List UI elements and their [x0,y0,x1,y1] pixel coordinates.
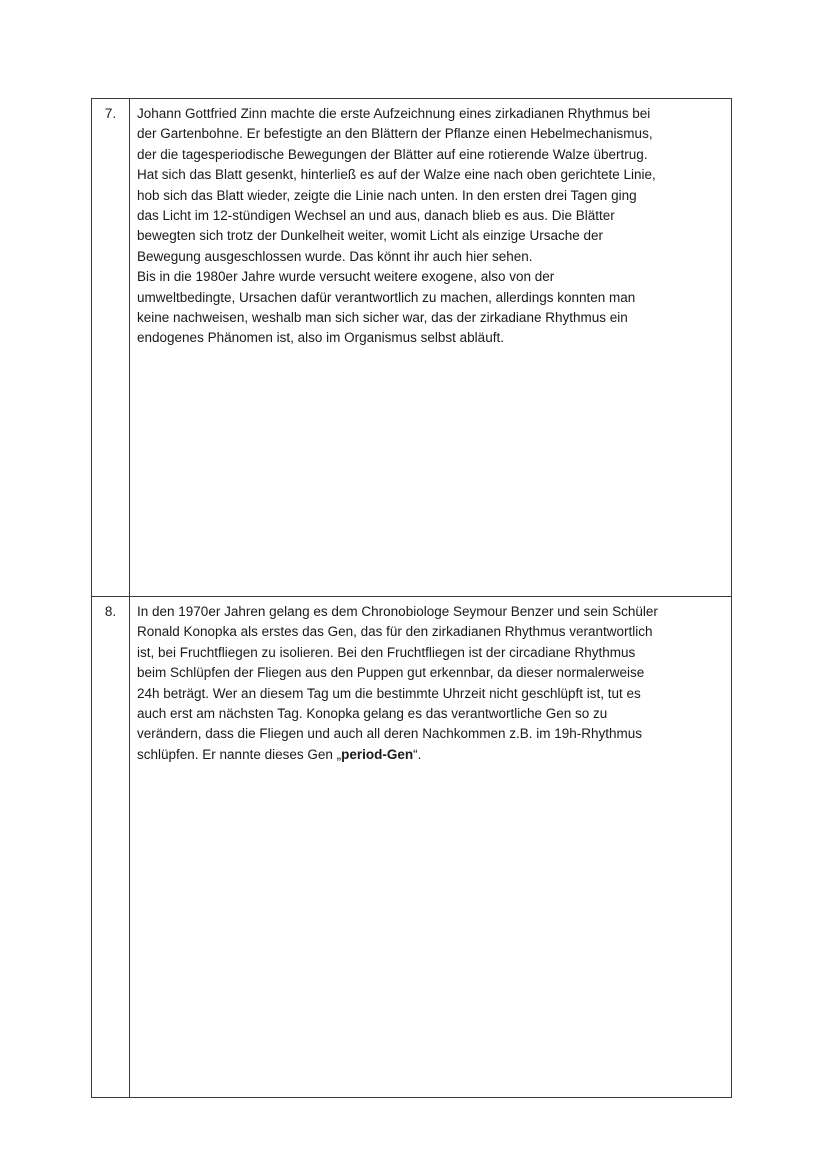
text-line: 24h beträgt. Wer an diesem Tag um die bestimmte Uhrzeit nicht geschlüpft ist, tut es [137,685,641,701]
text-line: Bewegung ausgeschlossen wurde. Das könnt ihr auch hier sehen. [137,248,533,264]
text-line: hob sich das Blatt wieder, zeigte die Linie nach unten. In den ersten drei Tagen ging [137,187,637,203]
row-number-cell [92,597,130,1098]
paragraph [137,104,725,267]
row-text-cell [130,99,732,597]
table-row [92,597,732,1098]
text-line: der die tagesperiodische Bewegungen der Blätter auf eine rotierende Walze übertrug. [137,146,648,162]
row-number-cell [92,99,130,597]
text-line: verändern, dass die Fliegen und auch all deren Nachkommen z.B. im 19h-Rhythmus [137,726,643,742]
text-line: endogenes Phänomen ist, also im Organismus selbst abläuft. [137,330,504,346]
paragraph [137,602,725,765]
text-line: bewegten sich trotz der Dunkelheit weiter, womit Licht als einzige Ursache der [137,228,603,244]
text-line: In den 1970er Jahren gelang es dem Chronobiologe Seymour Benzer und sein Schüler [137,604,658,619]
text-line: das Licht im 12-stündigen Wechsel an und aus, danach blieb es aus. Die Blätter [137,208,615,224]
paragraph [137,267,725,349]
text-fragment: schlüpfen. Er nannte dieses Gen „ [137,746,342,762]
text-line: Johann Gottfried Zinn machte die erste Aufzeichnung eines zirkadianen Rhythmus bei [137,106,651,121]
table-row [92,99,732,597]
text-line: Ronald Konopka als erstes das Gen, das für den zirkadianen Rhythmus verantwortlich [137,624,653,640]
text-line: keine nachweisen, weshalb man sich sicher war, das der zirkadiane Rhythmus ein [137,310,628,326]
text-line: umweltbedingte, Ursachen dafür verantwortlich zu machen, allerdings konnten man [137,289,636,305]
text-line: auch erst am nächsten Tag. Konopka gelang es das verantwortliche Gen so zu [137,706,608,722]
text-line: beim Schlüpfen der Fliegen aus den Puppen gut erkennbar, da dieser normalerweise [137,665,645,681]
text-line: der Gartenbohne. Er befestigte an den Blättern der Pflanze einen Hebelmechanismus, [137,126,653,142]
text-line: Hat sich das Blatt gesenkt, hinterließ es auf der Walze eine nach oben gerichtete Linie, [137,167,656,183]
gene-name-bold: period-Gen [341,746,414,762]
text-line: ist, bei Fruchtfliegen zu isolieren. Bei den Fruchtfliegen ist der circadiane Rhythmus [137,644,636,660]
text-line: Bis in die 1980er Jahre wurde versucht weitere exogene, also von der [137,269,555,285]
row-number: 7. [104,106,117,121]
text-fragment: “. [413,746,422,762]
row-number: 8. [104,604,117,619]
text-line [137,745,725,765]
worksheet-table [91,98,732,1098]
row-text-cell [130,597,732,1098]
